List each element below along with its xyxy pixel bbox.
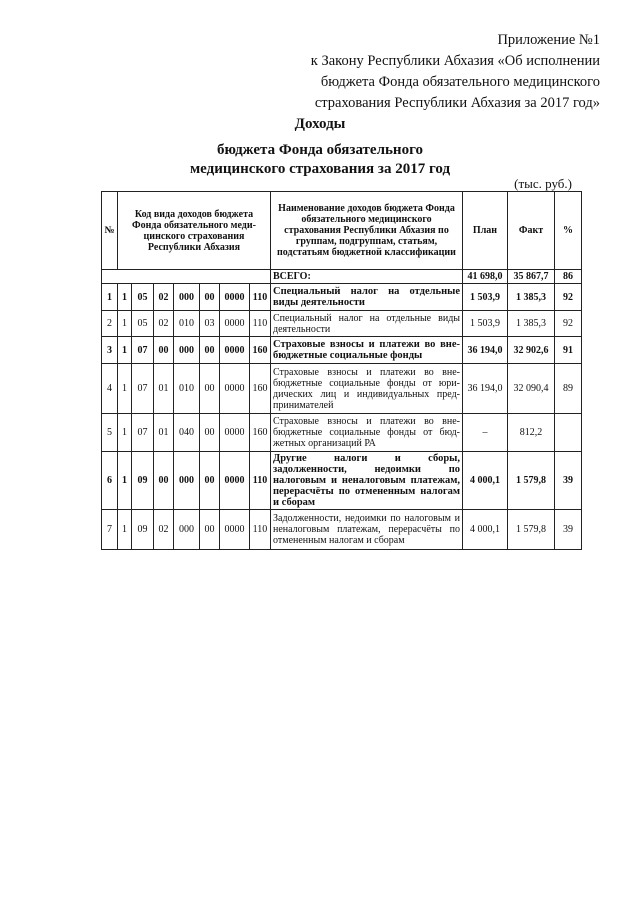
- row-number: 4: [102, 364, 118, 414]
- revenue-name: Страховые взносы и платежи во вне-бюджетные социальные фонды: [271, 337, 463, 364]
- code-cell: 110: [250, 452, 271, 510]
- code-cell: 110: [250, 510, 271, 550]
- document-subtitle: [0, 141, 640, 179]
- pct-value: 92: [555, 311, 582, 337]
- code-cell: 05: [132, 284, 154, 311]
- plan-value: 36 194,0: [463, 364, 508, 414]
- fact-value: 1 385,3: [508, 284, 555, 311]
- code-cell: 00: [200, 414, 220, 452]
- row-number: 2: [102, 311, 118, 337]
- code-cell: 1: [118, 414, 132, 452]
- header-fact: Факт: [508, 192, 555, 270]
- table-row: [102, 284, 582, 311]
- code-cell: 01: [154, 364, 174, 414]
- table-row: [102, 414, 582, 452]
- appendix-line: страхования Республики Абхазия за 2017 год»: [314, 95, 600, 111]
- appendix-line: Приложение №1: [497, 32, 600, 48]
- fact-value: 1 579,8: [508, 510, 555, 550]
- revenue-name: Страховые взносы и платежи во вне-бюджетные социальные фонды от бюд-жетных организаций РА: [271, 414, 463, 452]
- code-cell: 0000: [220, 284, 250, 311]
- units-label: (тыс. руб.): [514, 176, 572, 191]
- code-cell: 0000: [220, 311, 250, 337]
- code-cell: 00: [154, 452, 174, 510]
- pct-value: 39: [555, 452, 582, 510]
- document-title: Доходы: [294, 116, 346, 132]
- row-number: 1: [102, 284, 118, 311]
- fact-value: 32 902,6: [508, 337, 555, 364]
- pct-value: 92: [555, 284, 582, 311]
- code-cell: 00: [200, 284, 220, 311]
- code-cell: 07: [132, 414, 154, 452]
- code-cell: 00: [200, 452, 220, 510]
- row-number: 7: [102, 510, 118, 550]
- table-row: [102, 510, 582, 550]
- code-cell: 000: [174, 284, 200, 311]
- pct-value: 89: [555, 364, 582, 414]
- code-cell: 110: [250, 311, 271, 337]
- code-cell: 02: [154, 510, 174, 550]
- row-number: 5: [102, 414, 118, 452]
- table-row: [102, 452, 582, 510]
- table-row: [102, 311, 582, 337]
- plan-value: 36 194,0: [463, 337, 508, 364]
- code-cell: 010: [174, 311, 200, 337]
- code-cell: 00: [154, 337, 174, 364]
- code-cell: 160: [250, 337, 271, 364]
- plan-value: –: [463, 414, 508, 452]
- header-code: Код вида доходов бюджета Фонда обязательного меди-цинского страхования Республики Абхазия: [118, 192, 271, 270]
- total-fact: 35 867,7: [508, 270, 555, 284]
- header-num: №: [102, 192, 118, 270]
- code-cell: 160: [250, 414, 271, 452]
- code-cell: 1: [118, 284, 132, 311]
- code-cell: 110: [250, 284, 271, 311]
- code-cell: 160: [250, 364, 271, 414]
- total-pct: 86: [555, 270, 582, 284]
- revenue-name: Страховые взносы и платежи во вне-бюджетные социальные фонды от юри-дических лиц и индивидуальных пред-принимателей: [271, 364, 463, 414]
- revenue-table: [101, 191, 582, 550]
- total-spacer: [102, 270, 271, 284]
- revenue-name: Задолженности, недоимки по налоговым и неналоговым платежам, перерасчёты по отмененным налогам и сборам: [271, 510, 463, 550]
- total-label: ВСЕГО:: [271, 270, 463, 284]
- plan-value: 1 503,9: [463, 284, 508, 311]
- pct-value: 39: [555, 510, 582, 550]
- fact-value: 812,2: [508, 414, 555, 452]
- code-cell: 09: [132, 510, 154, 550]
- total-plan: 41 698,0: [463, 270, 508, 284]
- code-cell: 0000: [220, 364, 250, 414]
- code-cell: 000: [174, 452, 200, 510]
- pct-value: [555, 414, 582, 452]
- fact-value: 32 090,4: [508, 364, 555, 414]
- appendix-line: бюджета Фонда обязательного медицинского: [320, 74, 600, 90]
- code-cell: 1: [118, 364, 132, 414]
- code-cell: 07: [132, 364, 154, 414]
- code-cell: 03: [200, 311, 220, 337]
- header-row: [102, 192, 582, 270]
- row-number: 3: [102, 337, 118, 364]
- subtitle-line: бюджета Фонда обязательного: [216, 142, 424, 158]
- code-cell: 1: [118, 510, 132, 550]
- revenue-name: Специальный налог на отдельные виды деятельности: [271, 284, 463, 311]
- code-cell: 0000: [220, 452, 250, 510]
- code-cell: 02: [154, 311, 174, 337]
- code-cell: 0000: [220, 510, 250, 550]
- code-cell: 010: [174, 364, 200, 414]
- code-cell: 00: [200, 364, 220, 414]
- revenue-name: Другие налоги и сборы, задолженности, недоимки по налоговым и неналоговым платежам, перерасчёты по отмененным налогам и сборам: [271, 452, 463, 510]
- header-pct: %: [555, 192, 582, 270]
- code-cell: 00: [200, 337, 220, 364]
- code-cell: 09: [132, 452, 154, 510]
- header-name: Наименование доходов бюджета Фонда обязательного медицинского страхования Республики Абхазия по группам, подгруппам, статьям, подстатьям бюджетной классификации: [271, 192, 463, 270]
- code-cell: 0000: [220, 414, 250, 452]
- code-cell: 1: [118, 337, 132, 364]
- code-cell: 05: [132, 311, 154, 337]
- code-cell: 040: [174, 414, 200, 452]
- appendix-block: [220, 30, 600, 114]
- code-cell: 1: [118, 452, 132, 510]
- pct-value: 91: [555, 337, 582, 364]
- appendix-line: к Закону Республики Абхазия «Об исполнении: [310, 53, 600, 69]
- code-cell: 07: [132, 337, 154, 364]
- plan-value: 4 000,1: [463, 510, 508, 550]
- table-row: [102, 337, 582, 364]
- fact-value: 1 385,3: [508, 311, 555, 337]
- code-cell: 0000: [220, 337, 250, 364]
- revenue-name: Специальный налог на отдельные виды деятельности: [271, 311, 463, 337]
- code-cell: 000: [174, 510, 200, 550]
- code-cell: 1: [118, 311, 132, 337]
- code-cell: 02: [154, 284, 174, 311]
- header-plan: План: [463, 192, 508, 270]
- plan-value: 1 503,9: [463, 311, 508, 337]
- fact-value: 1 579,8: [508, 452, 555, 510]
- table-row: [102, 364, 582, 414]
- row-number: 6: [102, 452, 118, 510]
- code-cell: 00: [200, 510, 220, 550]
- code-cell: 000: [174, 337, 200, 364]
- code-cell: 01: [154, 414, 174, 452]
- subtitle-line: медицинского страхования за 2017 год: [189, 161, 451, 177]
- total-row: [102, 270, 582, 284]
- plan-value: 4 000,1: [463, 452, 508, 510]
